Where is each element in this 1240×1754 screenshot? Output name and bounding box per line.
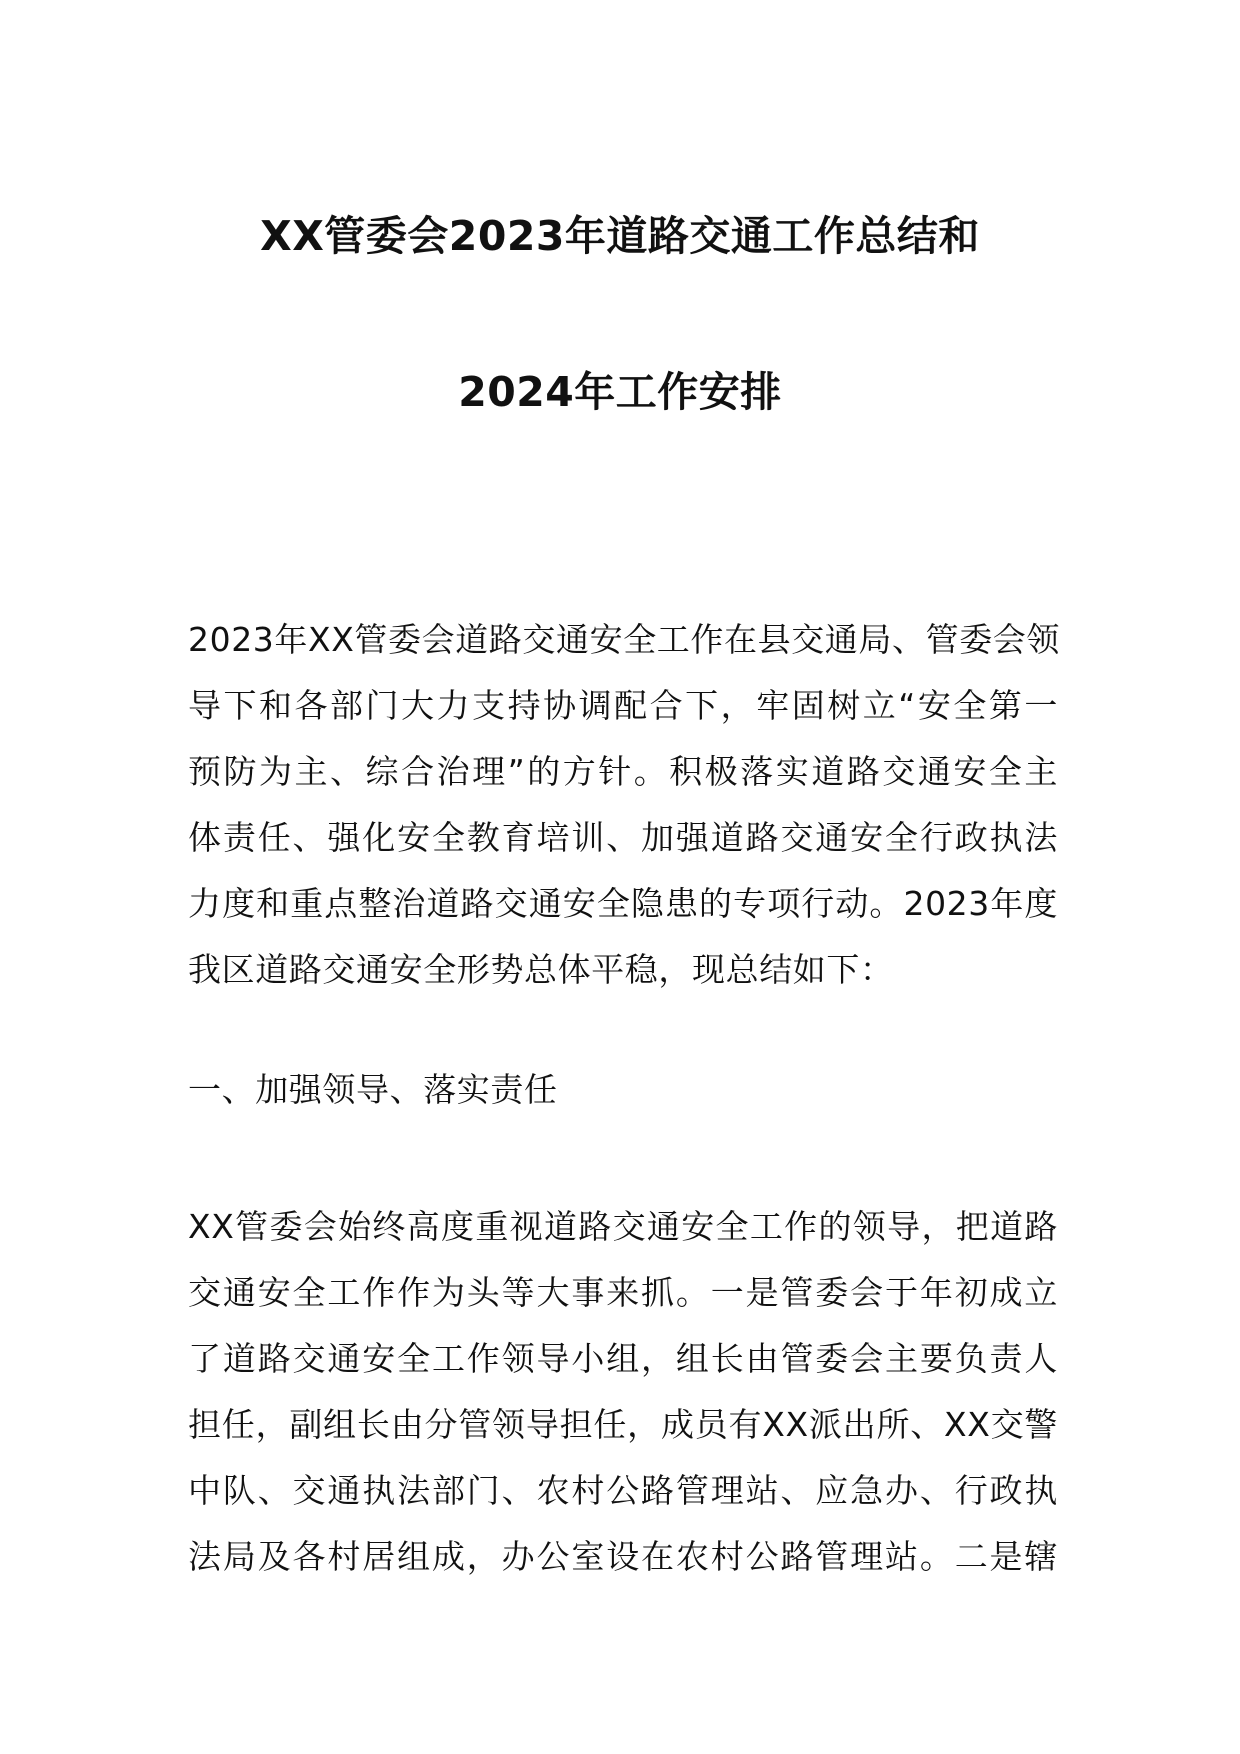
section-1-paragraph — [188, 1194, 1058, 1590]
document-title-line-2: 2024年工作安排 — [458, 368, 782, 416]
intro-line: 体责任、强化安全教育培训、加强道路交通安全行政执法 — [188, 818, 1058, 857]
section-1-heading — [188, 1057, 1058, 1123]
intro-line: 我区道路交通安全形势总体平稳，现总结如下： — [188, 950, 894, 989]
intro-line: 导下和各部门大力支持协调配合下，牢固树立“安全第一 — [188, 686, 1058, 725]
section-heading-text: 一、加强领导、落实责任 — [188, 1070, 558, 1109]
intro-line: 预防为主、综合治理”的方针。积极落实道路交通安全主 — [188, 752, 1058, 791]
section-1-line: XX管委会始终高度重视道路交通安全工作的领导，把道路 — [188, 1207, 1058, 1246]
document-title-line-1: XX管委会2023年道路交通工作总结和 — [260, 212, 980, 260]
intro-line: 2023年XX管委会道路交通安全工作在县交通局、管委会领 — [188, 620, 1060, 659]
section-1-line: 交通安全工作作为头等大事来抓。一是管委会于年初成立 — [188, 1273, 1058, 1312]
section-1-line: 担任，副组长由分管领导担任，成员有XX派出所、XX交警 — [188, 1405, 1058, 1444]
section-1-line: 中队、交通执法部门、农村公路管理站、应急办、行政执 — [188, 1471, 1058, 1510]
section-1-line: 法局及各村居组成，办公室设在农村公路管理站。二是辖 — [188, 1537, 1058, 1576]
section-1-line: 了道路交通安全工作领导小组，组长由管委会主要负责人 — [188, 1339, 1058, 1378]
intro-paragraph — [188, 607, 1058, 1003]
intro-line: 力度和重点整治道路交通安全隐患的专项行动。2023年度 — [188, 884, 1058, 923]
